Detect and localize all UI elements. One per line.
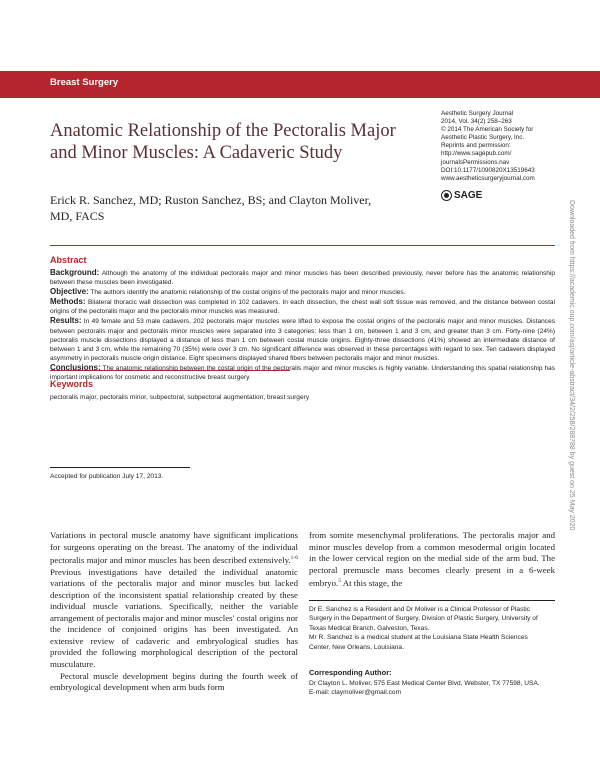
permissions-link[interactable]: journalsPermissions.nav xyxy=(441,158,510,166)
corresponding-address: Dr Clayton L. Moliver, 575 East Medical Center Blvd, Webster, TX 77598, USA. xyxy=(309,680,540,687)
background-text: Although the anatomy of the individual pectoralis major and minor muscles has been described previously, never before has the anatomic relationship between these muscles been investigated. xyxy=(50,270,555,287)
body-column-left xyxy=(50,530,298,694)
methods-label: Methods: xyxy=(50,297,86,307)
footnote-divider xyxy=(309,600,555,601)
abstract-background xyxy=(50,268,555,287)
journal-volume: 2014, Vol. 34(2) 258–263 xyxy=(441,118,512,126)
keywords-divider xyxy=(50,370,290,371)
affiliation-1: Dr E. Sanchez is a Resident and Dr Moliver is a Clinical Professor of Plastic Surgery in the Department of Surgery, Division of Plastic Surgery, University of Texas Medical Branch, Galveston, Texas. xyxy=(309,606,538,632)
accepted-divider xyxy=(50,467,190,468)
results-text: In 49 female and 53 male cadavers, 202 pectoralis major muscles were lifted to expose the costal origins of the pectoralis major and minor muscles. Distances between pectoralis major and pectoralis minor muscles were separated into 3 categories: less than 1 cm, between 1 and 3 cm, and greater than 3 cm. Forty-nine (24%) pectoralis muscle dissections displayed a distance of less than 1 cm between costal muscle origins. Eighty-three dissections (41%) showed an intermediate distance of between 1 and 3 cm, while the remaining 70 (35%) were over 3 cm. No significant difference was observed in these percentages with regard to sex. Ten cadavers displayed asymmetry in pectoralis muscle origin distance. Eight specimens displayed shared fibers between pectoralis major and minor muscles. xyxy=(50,318,555,362)
corresponding-author-heading: Corresponding Author: xyxy=(309,668,392,677)
journal-name: Aesthetic Surgery Journal xyxy=(441,110,514,117)
publisher-logo xyxy=(441,190,482,201)
keywords-list: pectoralis major, pectoralis minor, subpectoral, subpectoral augmentation, breast surgery xyxy=(50,394,310,401)
results-label: Results: xyxy=(50,316,82,326)
citation[interactable]: 1-6 xyxy=(290,555,298,562)
copyright-line-2: Aesthetic Plastic Surgery, Inc. xyxy=(441,134,525,142)
abstract-heading: Abstract xyxy=(50,255,87,265)
keywords-heading: Keywords xyxy=(50,379,94,389)
abstract-objective xyxy=(50,287,555,297)
citation[interactable]: 5 xyxy=(338,578,341,585)
body-paragraph-2: Pectoral muscle development begins during the fourth week of embryological development when arm buds form xyxy=(50,670,298,693)
copyright-line: © 2014 The American Society for xyxy=(441,126,534,134)
section-banner xyxy=(0,71,600,98)
abstract-section xyxy=(50,245,555,382)
body-paragraph-right xyxy=(309,530,555,590)
conclusions-text: The anatomic relationship between the costal origin of the pectoralis major and minor muscles is highly variable. Understanding this spatial relationship has important implications for cosmetic and reconstructive breast surgery. xyxy=(50,364,555,382)
corresponding-author-details xyxy=(309,679,549,698)
methods-text: Bilateral thoracic wall dissection was completed in 102 cadavers. In each dissection, the chest wall soft tissue was removed, and the distance between costal origins of the pectoralis major and the pectoralis minor muscles was measured. xyxy=(50,299,555,316)
abstract-results xyxy=(50,316,555,362)
journal-metadata xyxy=(441,110,591,183)
author-affiliations xyxy=(309,605,549,652)
abstract-conclusions xyxy=(50,363,555,382)
journal-website-link[interactable]: www.aestheticsurgeryjournal.com xyxy=(441,174,535,182)
download-watermark: Downloaded from https://academic.oup.com/asj/article-abstract/34/2/258/288788 by guest on 25 May 2020 xyxy=(568,200,575,531)
publisher-name: SAGE xyxy=(454,190,483,201)
body-paragraph xyxy=(50,530,298,671)
corresponding-email[interactable]: E-mail: claymoliver@gmail.com xyxy=(309,689,402,697)
background-label: Background: xyxy=(50,268,100,277)
reprints-link[interactable]: http://www.sagepub.com/ xyxy=(441,150,512,158)
body-column-right xyxy=(309,530,555,590)
conclusions-label: Conclusions: xyxy=(50,362,101,372)
paragraph-text: Variations in pectoral muscle anatomy have significant implications for surgeons operating on the breast. The anatomy of the individual pectoralis major and minor muscles has been described extensively. xyxy=(50,530,298,566)
doi[interactable]: DOI:10.1177/1090820X13519643 xyxy=(441,166,535,174)
objective-label: Objective: xyxy=(50,287,89,297)
section-label: Breast Surgery xyxy=(50,77,119,88)
sage-icon xyxy=(441,190,452,201)
accepted-date: Accepted for publication July 17, 2013. xyxy=(50,473,164,480)
paragraph-text: from somite mesenchymal proliferations. The pectoralis major and minor muscles develop from a common mesodermal origin located in the lower cervical region on the medial side of the arm bud. The pectoral premuscle mass becomes clearly present in a 6-week embryo. xyxy=(309,530,555,589)
paragraph-text-cont: Previous investigations have detailed the individual anatomic variations of the pectoralis major and minor muscles but lacked description of the inconsistent spatial relationship created by these individual muscle variations. Specifically, neither the variable arrangement of pectoralis major and minor muscles' costal origins nor the incidence of conjoined origins has been investigated. An extensive review of cadaveric and embryological studies has provided the following morphological description of the pectoral musculature. xyxy=(50,566,298,669)
objective-text: The authors identify the anatomic relationship of the costal origins of the pectoralis major and minor muscles. xyxy=(90,289,406,297)
paragraph-text-cont: At this stage, the xyxy=(340,578,403,589)
abstract-methods xyxy=(50,297,555,316)
abstract-body xyxy=(50,268,555,382)
article-title: Anatomic Relationship of the Pectoralis Major and Minor Muscles: A Cadaveric Study xyxy=(50,121,396,163)
author-list: Erick R. Sanchez, MD; Ruston Sanchez, BS; and Clayton Moliver, MD, FACS xyxy=(50,193,372,223)
reprints-label: Reprints and permission: xyxy=(441,142,511,150)
affiliation-2: Mr R. Sanchez is a medical student at the Louisiana State Health Sciences Center, New Orleans, Louisiana. xyxy=(309,634,528,651)
